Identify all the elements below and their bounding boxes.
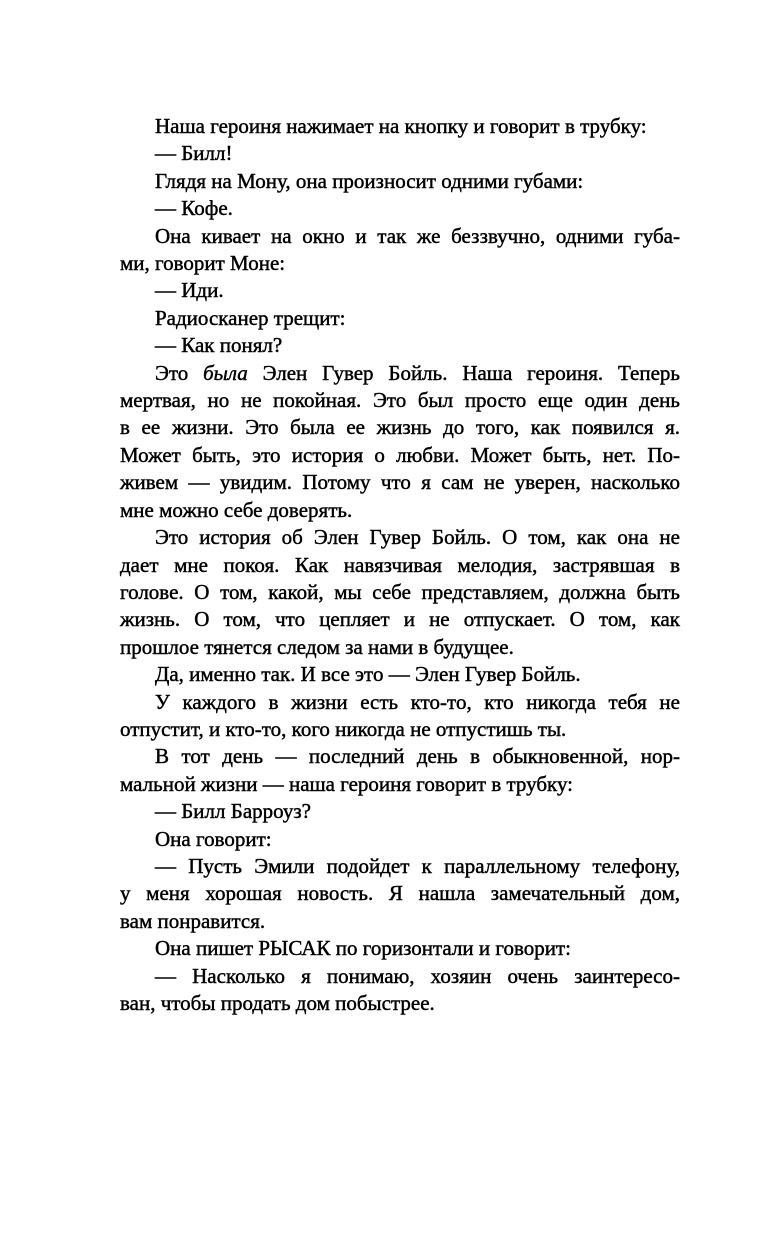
text-line: Она пишет РЫСАК по горизонтали и говорит: xyxy=(155,936,571,961)
text-line: жизнь. О том, что цепляет и не отпускает. О том, как xyxy=(120,607,680,632)
text-line: ми, говорит Моне: xyxy=(120,251,286,276)
paragraph xyxy=(120,743,680,798)
text-line: Глядя на Мону, она произносит одними губами: xyxy=(155,168,584,193)
book-page xyxy=(120,113,680,1017)
text-line: в ее жизни. Это была ее жизнь до того, как появился я. xyxy=(120,415,680,440)
paragraph xyxy=(120,853,680,935)
text-line: — Как понял? xyxy=(155,333,283,358)
paragraph xyxy=(120,689,680,744)
text-line: — Иди. xyxy=(155,278,224,303)
page-text-body xyxy=(120,113,680,1017)
paragraph xyxy=(120,195,680,222)
paragraph xyxy=(120,140,680,167)
paragraph xyxy=(120,935,680,962)
text-line: Она говорит: xyxy=(155,826,272,851)
paragraph xyxy=(120,277,680,304)
text-line: Наша героиня нажимает на кнопку и говорит в трубку: xyxy=(155,114,647,138)
text-line: — Насколько я понимаю, хозяин очень заинтересо- xyxy=(155,963,680,988)
text-line: Она кивает на окно и так же беззвучно, одними губа- xyxy=(155,223,680,248)
text-line: мне можно себе доверять. xyxy=(120,497,353,522)
text-line: Может быть, это история о любви. Может быть, нет. По- xyxy=(120,442,680,467)
paragraph xyxy=(120,524,680,661)
text-line: — Кофе. xyxy=(155,196,233,221)
text-line: мальной жизни — наша героиня говорит в трубку: xyxy=(120,771,574,796)
paragraph xyxy=(120,661,680,688)
text-line: — Билл! xyxy=(155,141,233,166)
text-line: Это история об Элен Гувер Бойль. О том, как она не xyxy=(155,525,680,550)
paragraph xyxy=(120,305,680,332)
text-line: голове. О том, какой, мы себе представляем, должна быть xyxy=(120,579,680,604)
text-line: Да, именно так. И все это — Элен Гувер Бойль. xyxy=(155,662,581,687)
paragraph xyxy=(120,798,680,825)
paragraph xyxy=(120,332,680,359)
italic-emphasis: была xyxy=(203,360,248,385)
text-line: В тот день — последний день в обыкновенной, нор- xyxy=(155,744,680,769)
text-line: — Пусть Эмили подойдет к параллельному телефону, xyxy=(155,853,680,878)
text-line: ван, чтобы продать дом побыстрее. xyxy=(120,991,435,1015)
text-line: живем — увидим. Потому что я сам не уверен, насколько xyxy=(120,470,680,495)
text-line: дает мне покоя. Как навязчивая мелодия, застрявшая в xyxy=(120,552,680,577)
text-line: Это была Элен Гувер Бойль. Наша героиня. Теперь xyxy=(155,360,680,385)
text-line: Радиосканер трещит: xyxy=(155,305,346,330)
paragraph xyxy=(120,113,680,140)
text-line: отпустит, и кто-то, кого никогда не отпустишь ты. xyxy=(120,716,567,741)
paragraph xyxy=(120,360,680,524)
paragraph xyxy=(120,223,680,278)
text-line: прошлое тянется следом за нами в будущее. xyxy=(120,634,514,659)
paragraph xyxy=(120,168,680,195)
text-line: мертвая, но не покойная. Это был просто еще один день xyxy=(120,388,680,413)
paragraph xyxy=(120,826,680,853)
text-line: У каждого в жизни есть кто-то, кто никогда тебя не xyxy=(155,689,680,714)
text-line: вам понравится. xyxy=(120,908,266,933)
paragraph xyxy=(120,963,680,1018)
text-line: — Билл Барроуз? xyxy=(155,799,311,824)
text-line: у меня хорошая новость. Я нашла замечательный дом, xyxy=(120,881,680,906)
